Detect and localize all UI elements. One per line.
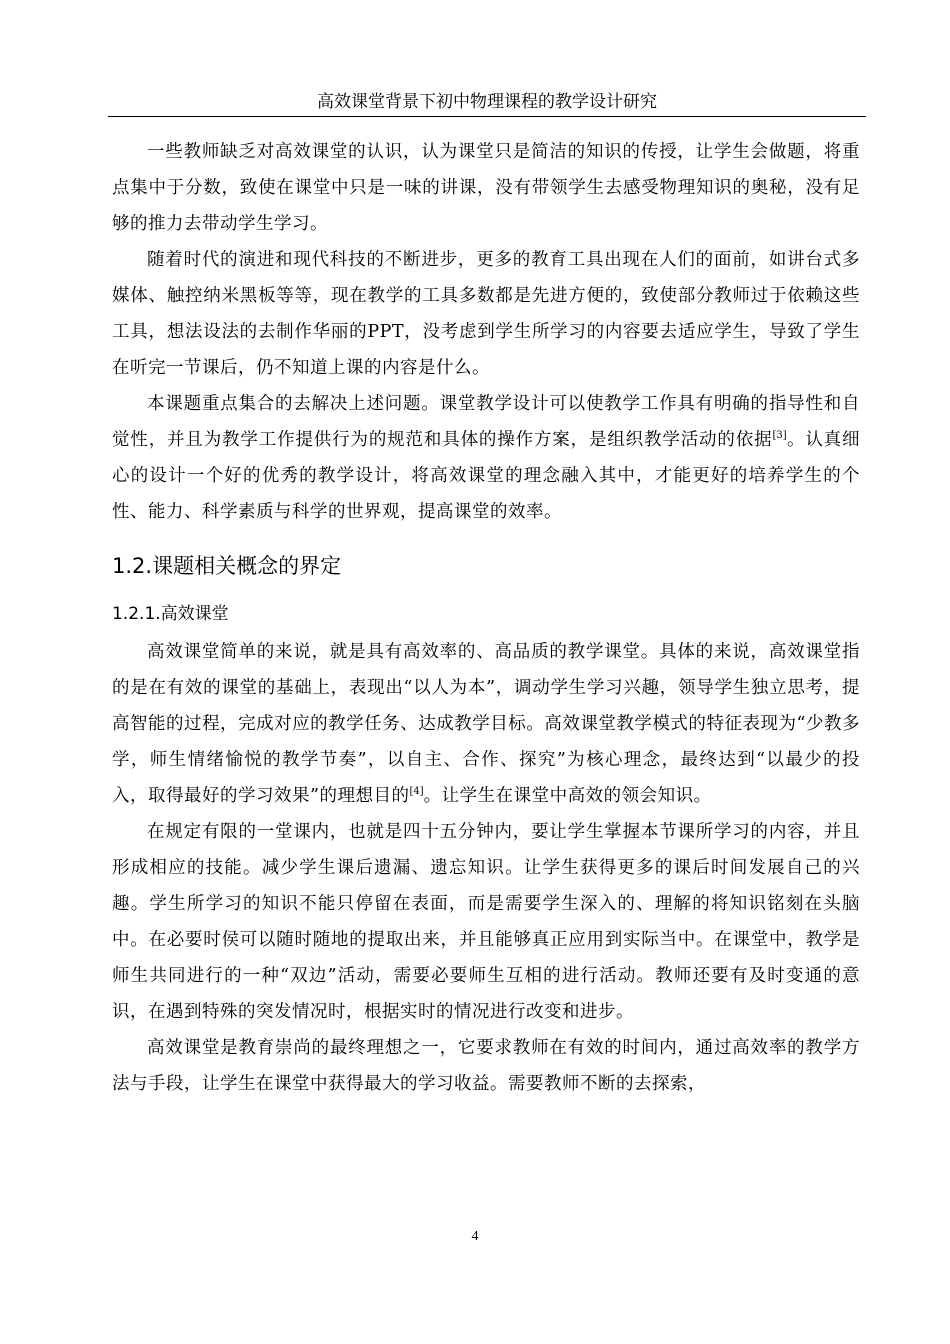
subsection-heading: 1.2.1.高效课堂: [112, 604, 229, 624]
page-number: 4: [471, 1229, 479, 1244]
page-content: [112, 134, 860, 1102]
running-header: 高效课堂背景下初中物理课程的教学设计研究: [317, 92, 657, 112]
paragraph: 在规定有限的一堂课内，也就是四十五分钟内，要让学生掌握本节课所学习的内容，并且形成相应的技能。减少学生课后遗漏、遗忘知识。让学生获得更多的课后时间发展自己的兴趣。学生所学习的知识不能只停留在表面，而是需要学生深入的、理解的将知识铭刻在头脑中。在必要时侯可以随时随地的提取出来，并且能够真正应用到实际当中。在课堂中，教学是师生共同进行的一种“双边”活动，需要必要师生互相的进行活动。教师还要有及时变通的意识，在遇到特殊的突发情况时，根据实时的情况进行改变和进步。: [112, 822, 860, 1022]
citation-ref: [4]: [409, 786, 424, 797]
paragraph: 随着时代的演进和现代科技的不断进步，更多的教育工具出现在人们的面前，如讲台式多媒体、触控纳米黑板等等，现在教学的工具多数都是先进方便的，致使部分教师过于依赖这些工具，想法设法的去制作华丽的PPT，没考虑到学生所学习的内容要去适应学生，导致了学生在听完一节课后，仍不知道上课的内容是什么。: [112, 250, 860, 378]
paragraph-with-citation: [112, 386, 860, 530]
citation-ref: [3]: [772, 430, 787, 441]
paragraph: 高效课堂是教育崇尚的最终理想之一，它要求教师在有效的时间内，通过高效率的教学方法与手段，让学生在课堂中获得最大的学习收益。需要教师不断的去探索，: [112, 1038, 860, 1094]
header-rule: [108, 116, 866, 117]
paragraph: 一些教师缺乏对高效课堂的认识，认为课堂只是简洁的知识的传授，让学生会做题，将重点集中于分数，致使在课堂中只是一味的讲课，没有带领学生去感受物理知识的奥秘，没有足够的推力去带动学生学习。: [112, 142, 860, 234]
paragraph-text: 高效课堂简单的来说，就是具有高效率的、高品质的教学课堂。具体的来说，高效课堂指的是在有效的课堂的基础上，表现出“以人为本”，调动学生学习兴趣，领导学生独立思考，提高智能的过程，完成对应的教学任务、达成教学目标。高效课堂教学模式的特征表现为“少教多学，师生情绪愉悦的教学节奏”，以自主、合作、探究”为核心理念，最终达到“以最少的投入，取得最好的学习效果”的理想目的: [112, 642, 860, 806]
paragraph-text: 。认真细心的设计一个好的优秀的教学设计，将高效课堂的理念融入其中，才能更好的培养学生的个性、能力、科学素质与科学的世界观，提高课堂的效率。: [112, 430, 861, 522]
paragraph-text: 本课题重点集合的去解决上述问题。课堂教学设计可以使教学工作具有明确的指导性和自觉性，并且为教学工作提供行为的规范和具体的操作方案，是组织教学活动的依据: [112, 394, 860, 450]
paragraph-with-citation: [112, 634, 860, 814]
paragraph-text: 。让学生在课堂中高效的领会知识。: [423, 786, 712, 806]
section-heading: 1.2.课题相关概念的界定: [112, 554, 342, 578]
